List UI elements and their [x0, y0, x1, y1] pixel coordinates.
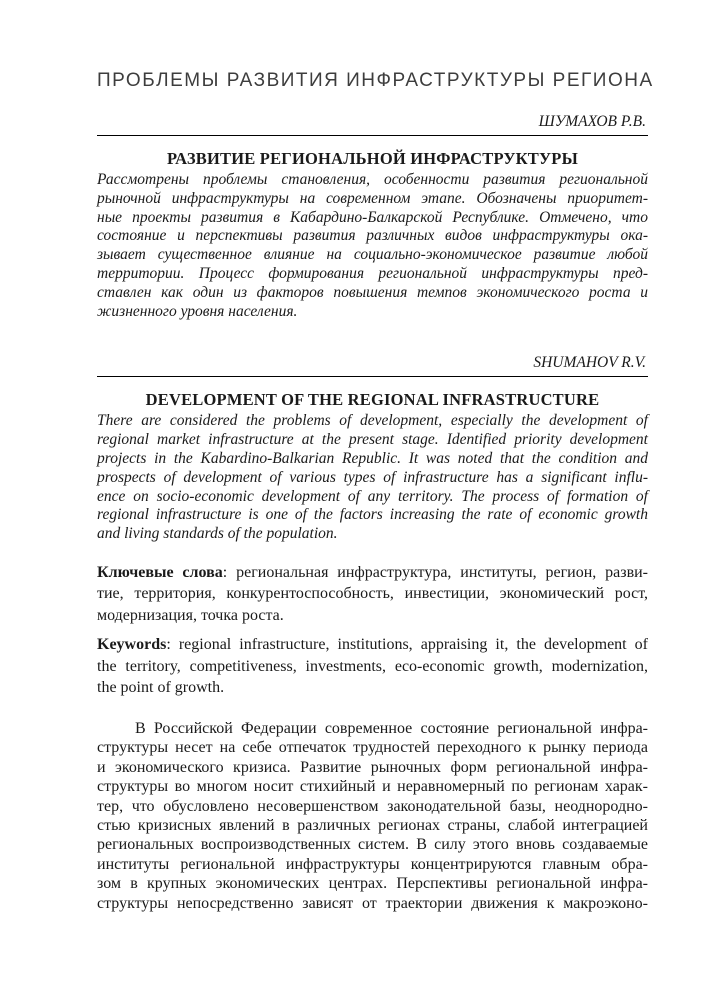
- text-line: рыночной инфраструктуры на современном этапе. Обозначены приоритет-: [97, 189, 648, 207]
- text-line: институты региональной инфраструктуры концентрируются главным обра-: [97, 855, 648, 873]
- text-line: зом в крупных экономических центрах. Перспективы региональной инфра-: [97, 875, 648, 893]
- text-line: prospects of development of various types of infrastructure has a significant influ-: [97, 468, 648, 486]
- article-title-russian: РАЗВИТИЕ РЕГИОНАЛЬНОЙ ИНФРАСТРУКТУРЫ: [167, 149, 578, 168]
- body-paragraph: [97, 719, 648, 913]
- abstract-russian: [97, 171, 648, 321]
- text-line: ставлен как один из факторов повышения темпов экономического роста и: [97, 283, 648, 301]
- text-line: региональных воспроизводственных систем. В силу этого вновь создаваемые: [97, 836, 648, 854]
- author-name-russian: ШУМАХОВ Р.В.: [97, 113, 648, 136]
- keywords-english: [97, 634, 648, 699]
- text-line: зывает существенное влияние на социально-экономическое развитие любой: [97, 246, 648, 264]
- text-line: ные проекты развития в Кабардино-Балкарской Республике. Отмечено, что: [97, 208, 648, 226]
- text-line: regional market infrastructure at the present stage. Identified priority development: [97, 431, 648, 449]
- text-line: and living standards of the population.: [97, 525, 338, 543]
- text-line: структуры во многом носит стихийный и неравномерный по регионам харак-: [97, 778, 648, 796]
- text-line: ence on socio-economic development of any territory. The process of formation of: [97, 487, 648, 505]
- text-line: тие, территория, конкурентоспособность, инвестиции, экономический рост,: [97, 585, 648, 603]
- text-line: There are considered the problems of development, especially the development of: [97, 412, 648, 430]
- text-line: Keywords: regional infrastructure, institutions, appraising it, the development of: [97, 636, 648, 654]
- text-line: regional infrastructure is one of the factors increasing the rate of economic growth: [97, 506, 648, 524]
- text-line: Ключевые слова: региональная инфраструктура, институты, регион, разви-: [97, 563, 649, 581]
- article-title-english: DEVELOPMENT OF THE REGIONAL INFRASTRUCTURE: [145, 390, 600, 410]
- keywords-russian: [97, 562, 648, 627]
- author-name-english: SHUMAHOV R.V.: [97, 354, 648, 377]
- text-line: Рассмотрены проблемы становления, особенности развития региональной: [97, 171, 648, 188]
- text-line: территории. Процесс формирования региональной инфраструктуры пред-: [97, 264, 648, 282]
- text-line: жизненного уровня населения.: [97, 302, 298, 320]
- text-line: и экономического кризиса. Развитие рыночных форм региональной инфра-: [97, 758, 648, 776]
- text-line: структуры несет на себе отпечаток трудностей переходного к рынку периода: [97, 739, 648, 757]
- text-line: структуры непосредственно зависят от траектории движения к макроэконо-: [97, 894, 648, 912]
- text-line: В Российской Федерации современное состояние региональной инфра-: [135, 719, 648, 737]
- text-line: стью кризисных явлений в различных регионах страны, слабой интеграцией: [97, 816, 648, 834]
- text-line: состояние и перспективы развития различных видов инфраструктуры ока-: [97, 227, 648, 245]
- running-head: ПРОБЛЕМЫ РАЗВИТИЯ ИНФРАСТРУКТУРЫ РЕГИОНА: [97, 70, 654, 91]
- text-line: the point of growth.: [97, 679, 225, 697]
- text-line: projects in the Kabardino-Balkarian Republic. It was noted that the condition and: [97, 449, 648, 467]
- text-line: тер, что обусловлено несовершенством законодательной базы, неоднородно-: [97, 797, 648, 815]
- text-line: модернизация, точка роста.: [97, 606, 284, 624]
- abstract-english: [97, 412, 648, 544]
- text-line: the territory, competitiveness, investments, eco-economic growth, modernization,: [97, 657, 648, 675]
